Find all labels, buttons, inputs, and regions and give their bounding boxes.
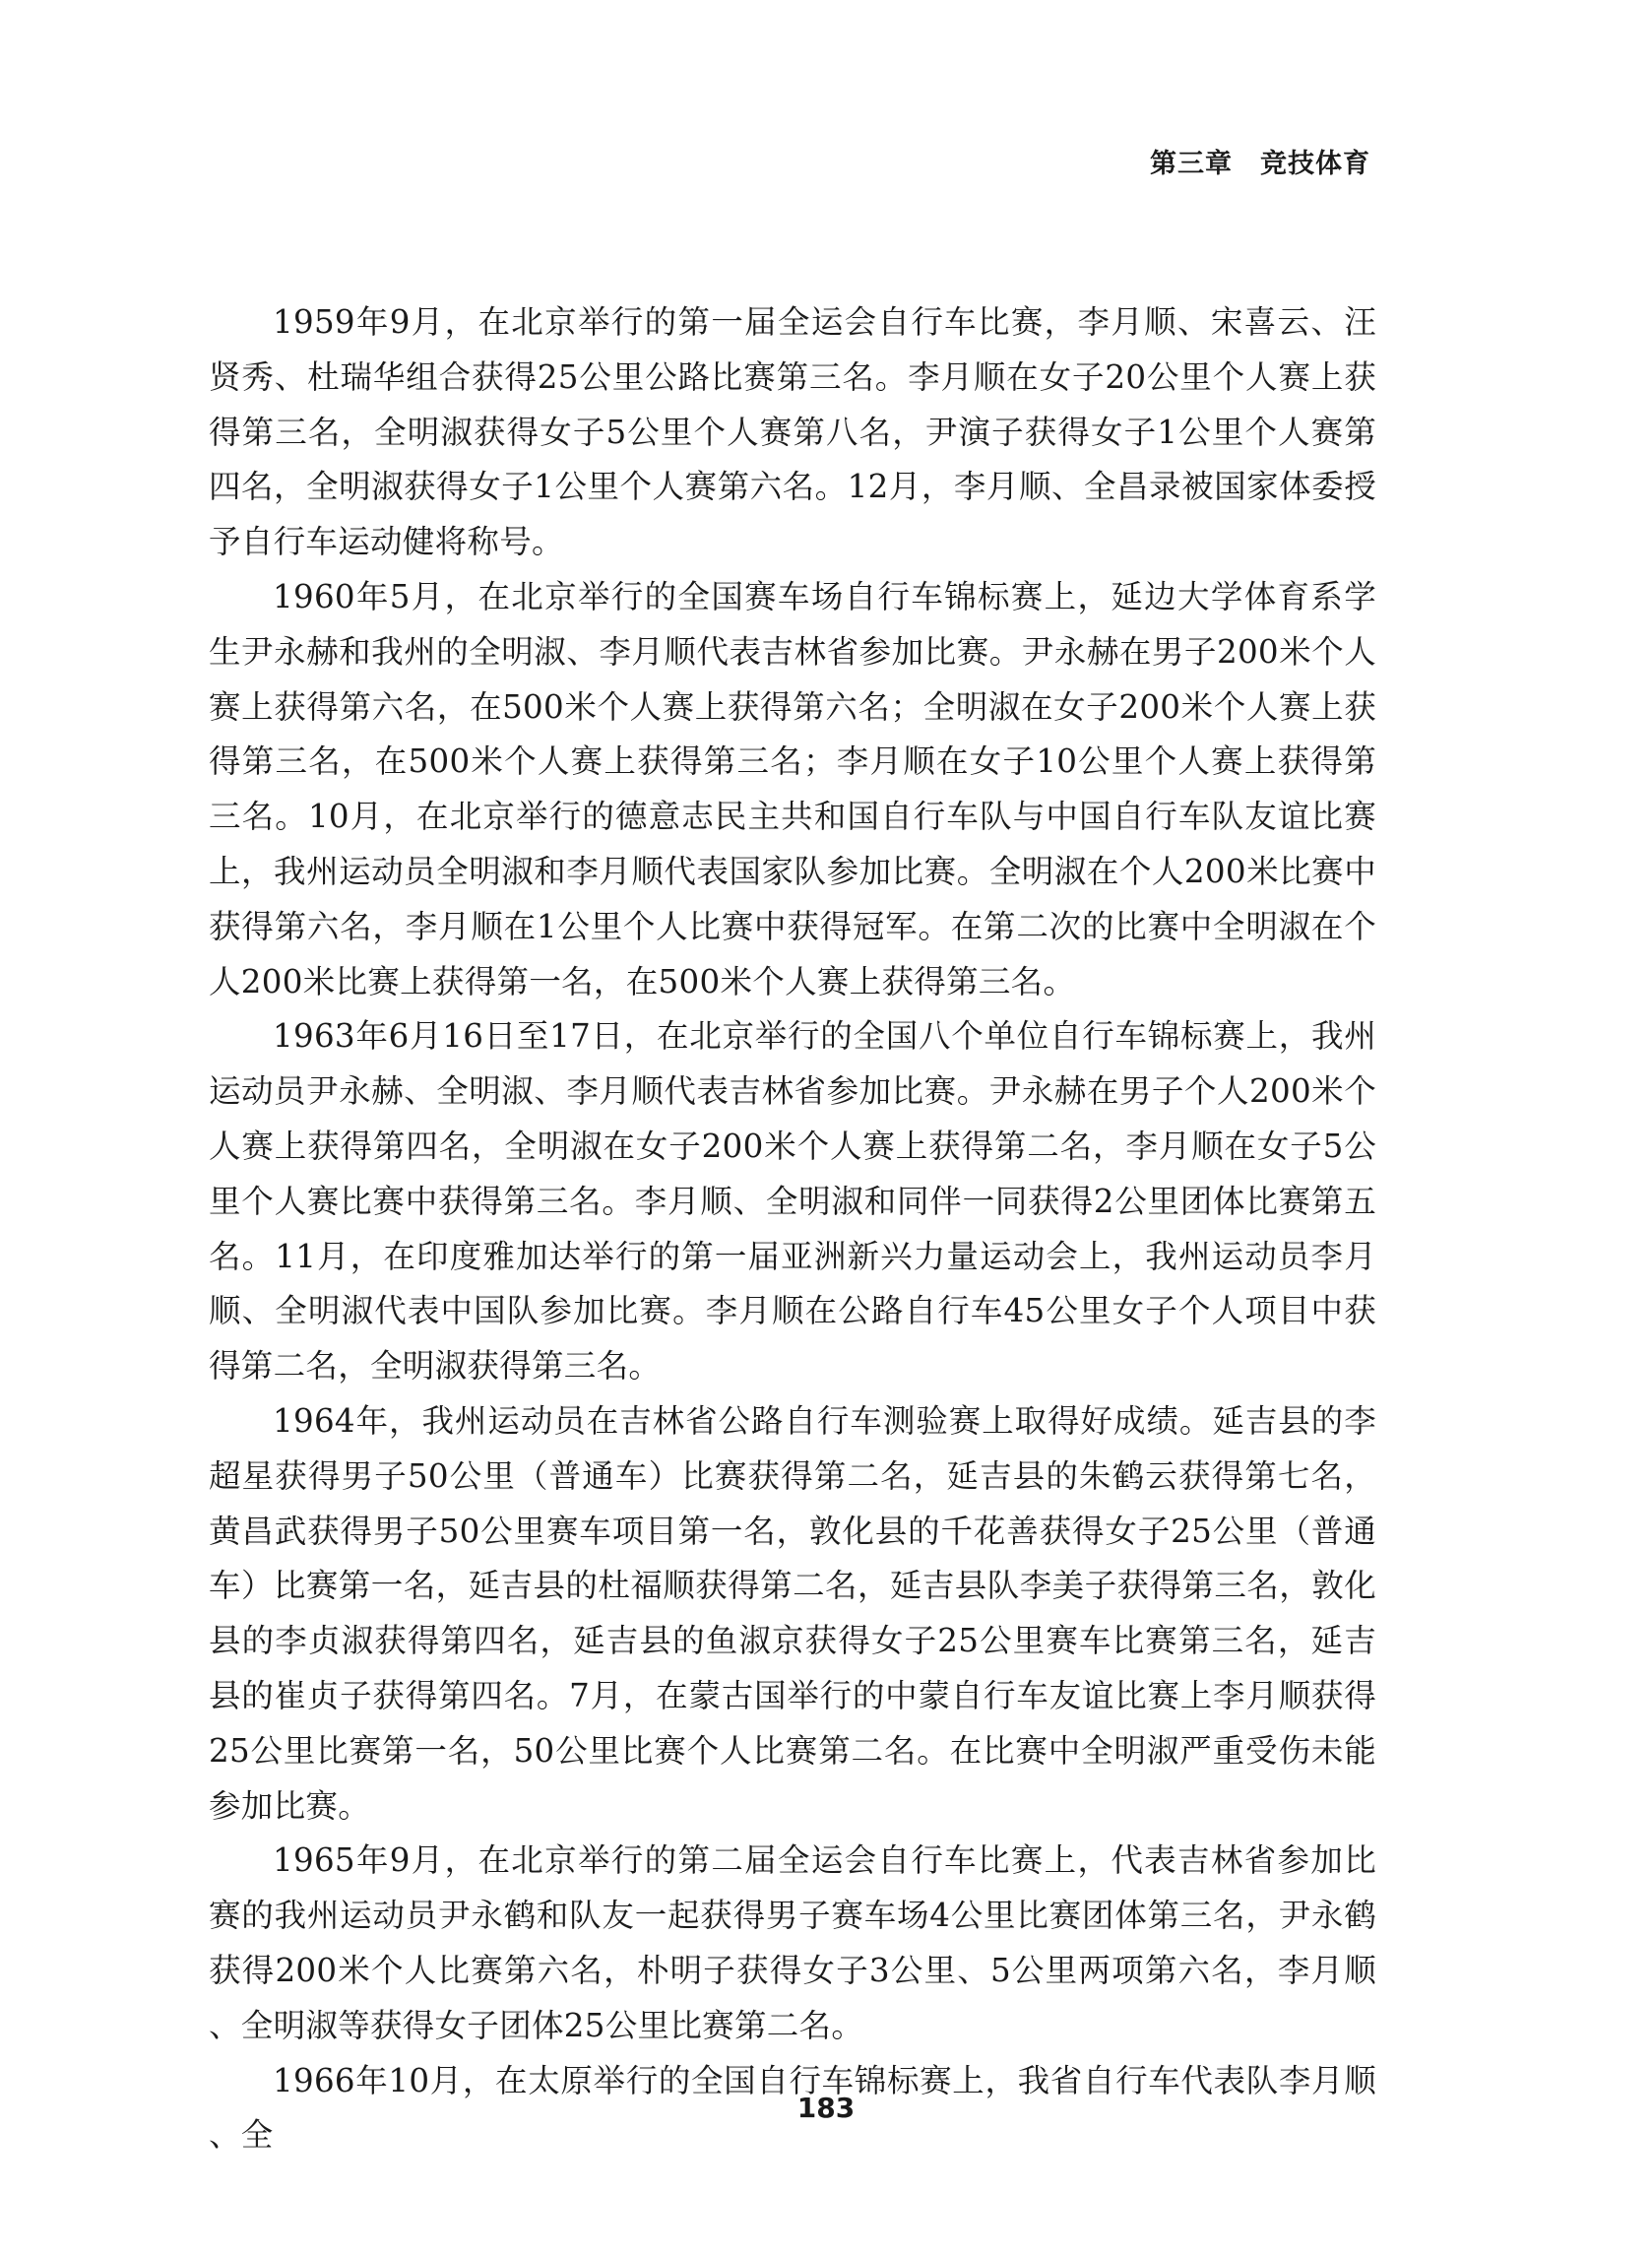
running-head: 第三章 竞技体育 [1150, 149, 1370, 179]
paragraph-1960: 1960年5月，在北京举行的全国赛车场自行车锦标赛上，延边大学体育系学生尹永赫和我州的全明淑、李月顺代表吉林省参加比赛。尹永赫在男子200米个人赛上获得第六名，在500米个人赛上获得第六名；全明淑在女子200米个人赛上获得第三名，在500米个人赛上获得第三名；李月顺在女子10公里个人赛上获得第三名。10月，在北京举行的德意志民主共和国自行车队与中国自行车队友谊比赛上，我州运动员全明淑和李月顺代表国家队参加比赛。全明淑在个人200米比赛中获得第六名，李月顺在1公里个人比赛中获得冠军。在第二次的比赛中全明淑在个人200米比赛上获得第一名，在500米个人赛上获得第三名。 [209, 577, 1376, 1000]
paragraph-1963: 1963年6月16日至17日，在北京举行的全国八个单位自行车锦标赛上，我州运动员尹永赫、全明淑、李月顺代表吉林省参加比赛。尹永赫在男子个人200米个人赛上获得第四名，全明淑在女子200米个人赛上获得第二名，李月顺在女子5公里个人赛比赛中获得第三名。李月顺、全明淑和同伴一同获得2公里团体比赛第五名。11月，在印度雅加达举行的第一届亚洲新兴力量运动会上，我州运动员李月顺、全明淑代表中国队参加比赛。李月顺在公路自行车45公里女子个人项目中获得第二名，全明淑获得第三名。 [209, 1017, 1376, 1386]
paragraph-1966: 1966年10月，在太原举行的全国自行车锦标赛上，我省自行车代表队李月顺、全 [209, 2061, 1376, 2155]
paragraph-1965: 1965年9月，在北京举行的第二届全运会自行车比赛上，代表吉林省参加比赛的我州运动员尹永鹤和队友一起获得男子赛车场4公里比赛团体第三名，尹永鹤获得200米个人比赛第六名，朴明子获得女子3公里、5公里两项第六名，李月顺、全明淑等获得女子团体25公里比赛第二名。 [209, 1841, 1376, 2044]
page-number: 183 [796, 2092, 856, 2124]
paragraph-1964: 1964年，我州运动员在吉林省公路自行车测验赛上取得好成绩。延吉县的李超星获得男子50公里（普通车）比赛获得第二名，延吉县的朱鹤云获得第七名，黄昌武获得男子50公里赛车项目第一名，敦化县的千花善获得女子25公里（普通车）比赛第一名，延吉县的杜福顺获得第二名，延吉县队李美子获得第三名，敦化县的李贞淑获得第四名，延吉县的鱼淑京获得女子25公里赛车比赛第三名，延吉县的崔贞子获得第四名。7月，在蒙古国举行的中蒙自行车友谊比赛上李月顺获得25公里比赛第一名，50公里比赛个人比赛第二名。在比赛中全明淑严重受伤未能参加比赛。 [209, 1401, 1376, 1825]
paragraph-1959: 1959年9月，在北京举行的第一届全运会自行车比赛，李月顺、宋喜云、汪贤秀、杜瑞华组合获得25公里公路比赛第三名。李月顺在女子20公里个人赛上获得第三名，全明淑获得女子5公里个人赛第八名，尹演子获得女子1公里个人赛第四名，全明淑获得女子1公里个人赛第六名。12月，李月顺、全昌录被国家体委授予自行车运动健将称号。 [209, 303, 1376, 561]
body-text [209, 295, 1376, 2163]
